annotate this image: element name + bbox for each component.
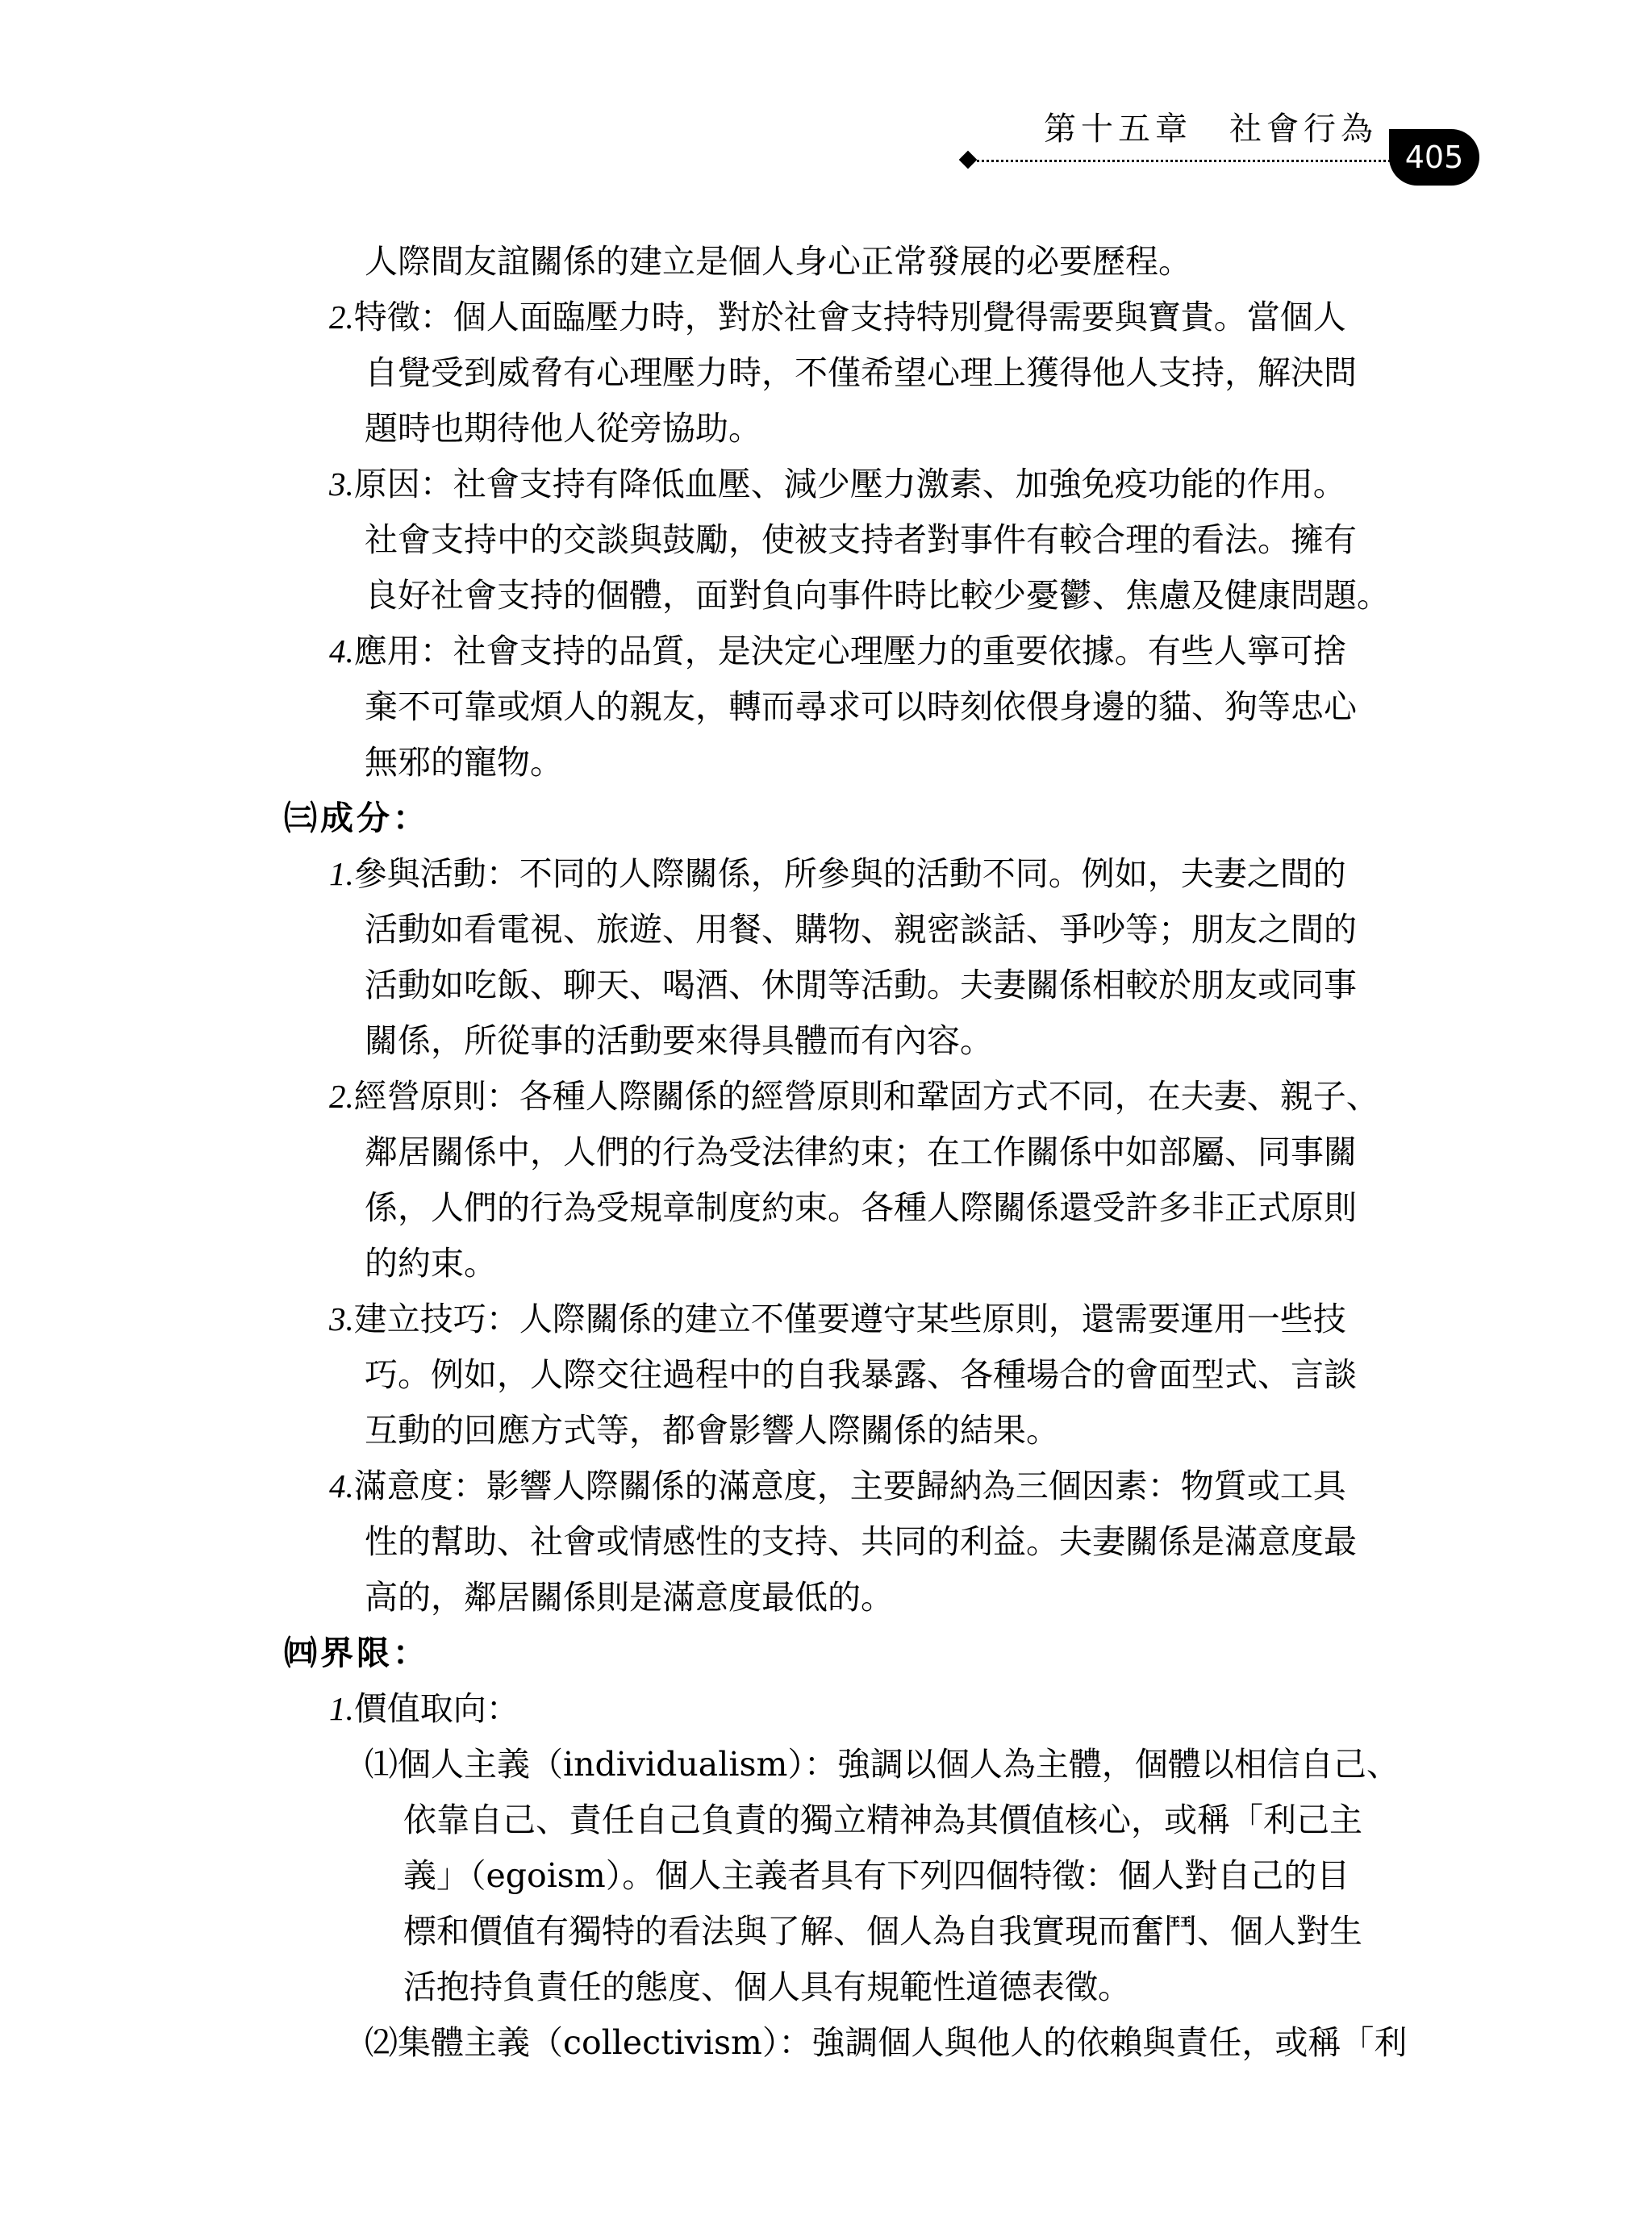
list-item	[329, 1069, 1379, 1125]
item-text: 原因：社會支持有降低血壓、減少壓力激素、加強免疫功能的作用。	[353, 465, 1346, 503]
text-line: 鄰居關係中，人們的行為受法律約束；在工作關係中如部屬、同事關	[365, 1133, 1357, 1171]
item-number: 2.	[329, 298, 354, 336]
item-text: 價值取向：	[353, 1689, 519, 1728]
text-line: 活動如吃飯、聊天、喝酒、休閒等活動。夫妻關係相較於朋友或同事	[365, 966, 1357, 1004]
item-number: 4.	[329, 1467, 354, 1505]
text-line: 人際間友誼關係的建立是個人身心正常發展的必要歷程。	[365, 242, 1191, 281]
item-number: 1.	[329, 1690, 354, 1727]
text-line: ⑵集體主義（collectivism）：強調個人與他人的依賴與責任，或稱「利	[365, 2023, 1408, 2062]
list-item	[329, 290, 1346, 345]
item-number: 3.	[329, 465, 354, 503]
text-line: 義」（egoism）。個人主義者具有下列四個特徵：個人對自己的目	[403, 1856, 1350, 1895]
list-item	[329, 457, 1346, 512]
list-item	[329, 1459, 1346, 1514]
item-text: 經營原則：各種人際關係的經營原則和鞏固方式不同，在夫妻、親子、	[353, 1077, 1379, 1116]
item-number: 4.	[329, 632, 354, 670]
item-text: 參與活動：不同的人際關係，所參與的活動不同。例如，夫妻之間的	[353, 854, 1346, 893]
text-line: 活動如看電視、旅遊、用餐、購物、親密談話、爭吵等；朋友之間的	[365, 910, 1357, 949]
list-item	[329, 846, 1346, 902]
text-line: ⑴個人主義（individualism）：強調以個人為主體，個體以相信自己、	[365, 1745, 1400, 1784]
list-item	[329, 1292, 1346, 1347]
text-line: 互動的回應方式等，都會影響人際關係的結果。	[365, 1411, 1059, 1450]
chapter-title: 第十五章 社會行為	[1044, 111, 1378, 148]
text-line: 良好社會支持的個體，面對負向事件時比較少憂鬱、焦慮及健康問題。	[365, 576, 1390, 615]
item-number: 2.	[329, 1078, 354, 1115]
list-item	[329, 624, 1346, 679]
item-text: 滿意度：影響人際關係的滿意度，主要歸納為三個因素：物質或工具	[353, 1467, 1346, 1505]
item-number: 1.	[329, 855, 354, 892]
item-text: 建立技巧：人際關係的建立不僅要遵守某些原則，還需要運用一些技	[353, 1300, 1346, 1338]
text-line: 題時也期待他人從旁協助。	[365, 409, 761, 448]
text-line: 性的幫助、社會或情感性的支持、共同的利益。夫妻關係是滿意度最	[365, 1522, 1357, 1561]
text-line: 巧。例如，人際交往過程中的自我暴露、各種場合的會面型式、言談	[365, 1355, 1357, 1394]
text-line: 依靠自己、責任自己負責的獨立精神為其價值核心，或稱「利己主	[403, 1801, 1362, 1839]
item-text: 特徵：個人面臨壓力時，對於社會支持特別覺得需要與寶貴。當個人	[353, 298, 1346, 336]
section-heading: ㈣界限：	[284, 1634, 429, 1672]
text-line: 社會支持中的交談與鼓勵，使被支持者對事件有較合理的看法。擁有	[365, 520, 1357, 559]
text-line: 無邪的寵物。	[365, 743, 563, 782]
text-line: 自覺受到威脅有心理壓力時，不僅希望心理上獲得他人支持，解決問	[365, 353, 1357, 392]
section-heading: ㈢成分：	[284, 799, 429, 837]
text-line: 關係，所從事的活動要來得具體而有內容。	[365, 1021, 993, 1060]
item-number: 3.	[329, 1300, 354, 1338]
page-number: 405	[1389, 129, 1479, 186]
text-line: 標和價值有獨特的看法與了解、個人為自我實現而奮鬥、個人對生	[403, 1912, 1362, 1951]
text-line: 係，人們的行為受規章制度約束。各種人際關係還受許多非正式原則	[365, 1188, 1357, 1227]
item-text: 應用：社會支持的品質，是決定心理壓力的重要依據。有些人寧可捨	[353, 632, 1346, 670]
list-item	[329, 1681, 519, 1737]
text-line: 活抱持負責任的態度、個人具有規範性道德表徵。	[403, 1968, 1131, 2006]
text-line: 高的，鄰居關係則是滿意度最低的。	[365, 1578, 894, 1617]
text-line: 的約束。	[365, 1244, 497, 1283]
header-dotted-rule	[971, 160, 1391, 162]
text-line: 棄不可靠或煩人的親友，轉而尋求可以時刻依偎身邊的貓、狗等忠心	[365, 687, 1357, 726]
